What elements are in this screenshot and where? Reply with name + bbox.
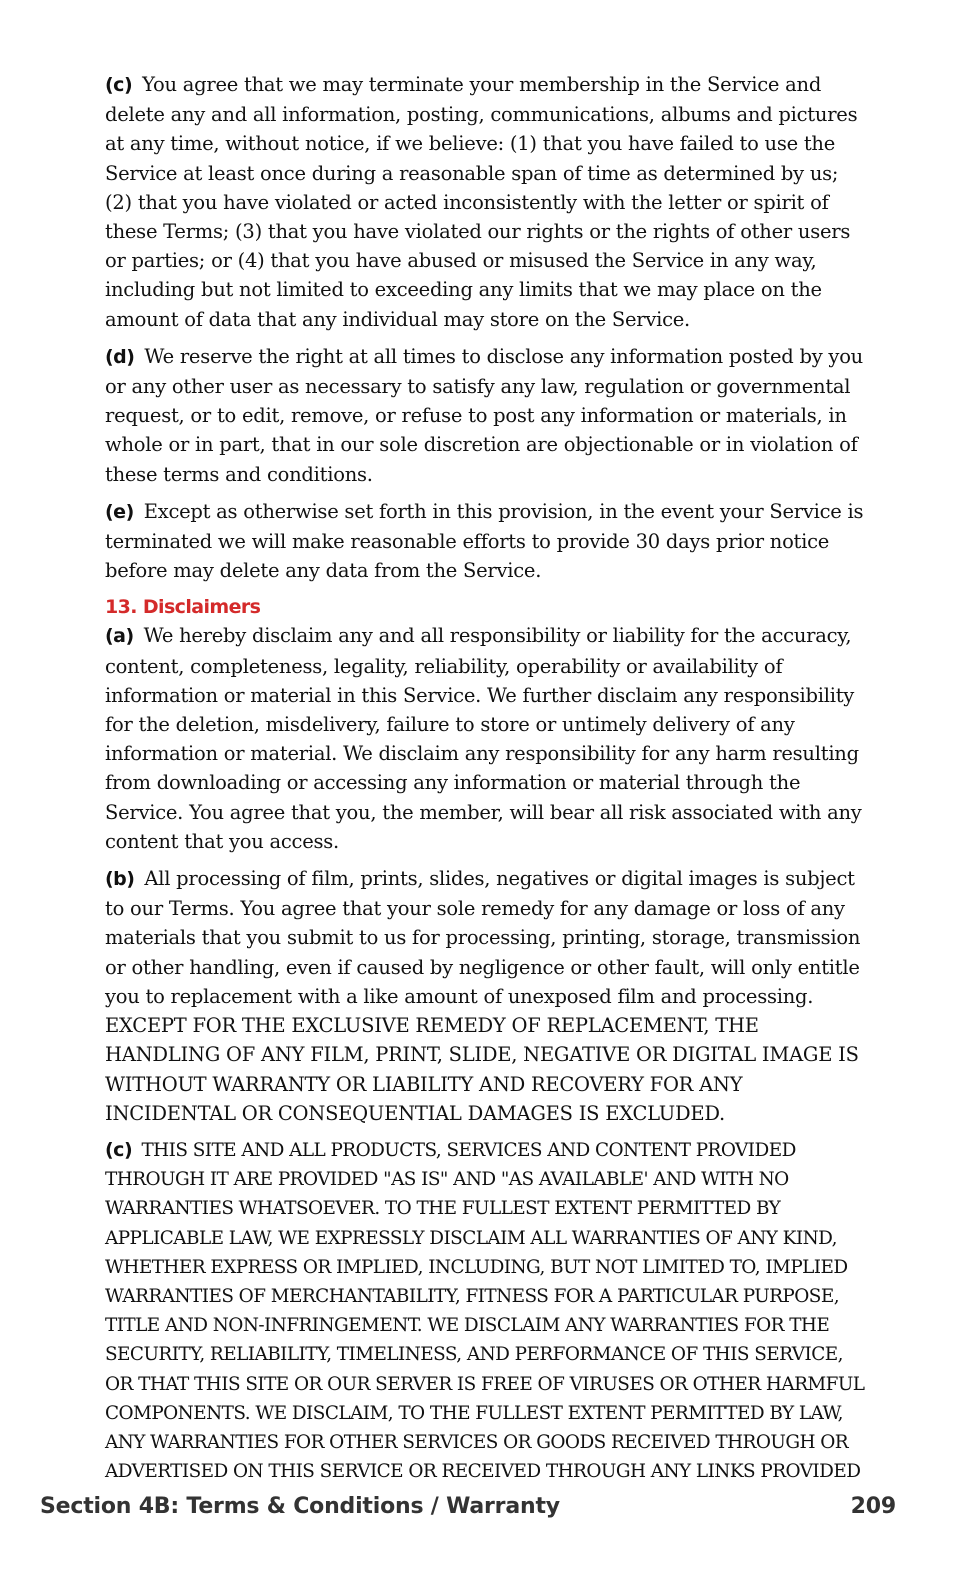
paragraph-e-notice [105,497,865,586]
paragraph-text: Except as otherwise set forth in this provision, in the event your Service is terminated we will make reasonable efforts to provide 30 days prior notice before may delete any data from the Service. [105,499,864,583]
paragraph-text: We hereby disclaim any and all responsibility or liability for the accuracy, content, completeness, legality, reliability, operability or availability of information or material in this Service. We further disclaim any responsibility for the deletion, misdelivery, failure to store or untimely delivery of any information or material. We disclaim any responsibility for any harm resulting from downloading or accessing any information or material through the Service. You agree that you, the member, will bear all risk associated with any content that you access. [105,624,862,853]
paragraph-b-processing [105,864,865,1128]
paragraph-label: (e) [105,500,134,523]
paragraph-a-responsibility [105,621,865,856]
paragraph-label: (c) [105,74,133,96]
paragraph-text: You agree that we may terminate your membership in the Service and delete any and all information, posting, communications, albums and pictures at any time, without notice, if we believe: (1) that you have failed to use the Service at least once during a reasonable span of time as determined by us; (2) that you have violated or acted inconsistently with the letter or spirit of these Terms; (3) that you have violated our rights or the rights of other users or parties; or (4) that you have abused or misused the Service in any way, including but not limited to exceeding any limits that we may place on the amount of data that any individual may store on the Service. [105,73,858,331]
paragraph-label: (d) [105,345,135,368]
paragraph-text: All processing of film, prints, slides, negatives or digital images is subject to our Terms. You agree that your sole remedy for any damage or loss of any materials that you submit to us for processing, printing, storage, transmission or other handling, even if caused by negligence or other fault, will only entitle you to replacement with a like amount of unexposed film and processing. EXCEPT FOR THE EXCLUSIVE REMEDY OF REPLACEMENT, THE HANDLING OF ANY FILM, PRINT, SLIDE, NEGATIVE OR DIGITAL IMAGE IS WITHOUT WARRANTY OR LIABILITY AND RECOVERY FOR ANY INCIDENTAL OR CONSEQUENTIAL DAMAGES IS EXCLUDED. [105,867,861,1125]
paragraph-label: (b) [105,868,135,891]
footer-section-title: Section 4B: Terms & Conditions / Warranty [40,1494,560,1519]
paragraph-text: THIS SITE AND ALL PRODUCTS, SERVICES AND CONTENT PROVIDED THROUGH IT ARE PROVIDED "AS IS" AND "AS AVAILABLE' AND WITH NO WARRANTIES WHATSOEVER. TO THE FULLEST EXTENT PERMITTED BY APPLICABLE LAW, WE EXPRESSLY DISCLAIM ALL WARRANTIES OF ANY KIND, WHETHER EXPRESS OR IMPLIED, INCLUDING, BUT NOT LIMITED TO, IMPLIED WARRANTIES OF MERCHANTABILITY, FITNESS FOR A PARTICULAR PURPOSE, TITLE AND NON-INFRINGEMENT. WE DISCLAIM ANY WARRANTIES FOR THE SECURITY, RELIABILITY, TIMELINESS, AND PERFORMANCE OF THIS SERVICE, OR THAT THIS SITE OR OUR SERVER IS FREE OF VIRUSES OR OTHER HARMFUL COMPONENTS. WE DISCLAIM, TO THE FULLEST EXTENT PERMITTED BY LAW, ANY WARRANTIES FOR OTHER SERVICES OR GOODS RECEIVED THROUGH OR ADVERTISED ON THIS SERVICE OR RECEIVED THROUGH ANY LINKS PROVIDED [105,1139,865,1483]
page-footer [40,1494,896,1519]
paragraph-c-warranties [105,1136,865,1486]
page-content [105,70,865,1494]
paragraph-text: We reserve the right at all times to disclose any information posted by you or any other user as necessary to satisfy any law, regulation or governmental request, or to edit, remove, or refuse to post any information or materials, in whole or in part, that in our sole discretion are objectionable or in violation of these terms and conditions. [105,344,863,486]
paragraph-label: (a) [105,625,134,648]
page-number: 209 [850,1494,896,1519]
section-heading-disclaimers: 13. Disclaimers [105,596,261,619]
paragraph-label: (c) [105,1138,133,1161]
paragraph-c-termination [105,70,865,334]
paragraph-d-disclosure [105,342,865,489]
